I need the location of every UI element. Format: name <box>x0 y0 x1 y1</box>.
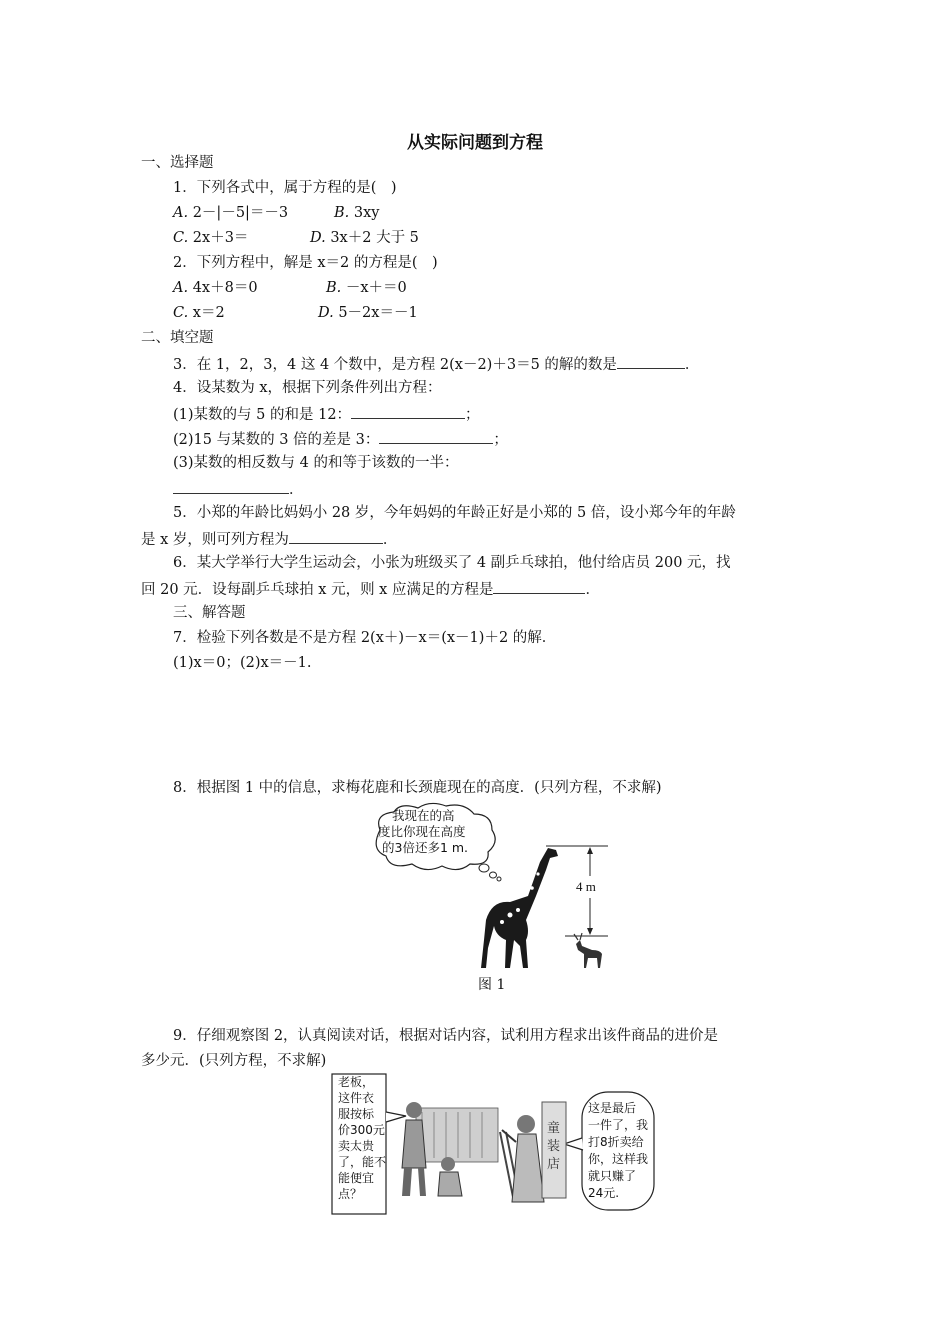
customer-line: 点？ <box>338 1187 363 1201</box>
q4-part3-answer <box>173 479 304 499</box>
q4-part2 <box>173 429 508 449</box>
shopkeeper-line: 一件了，我 <box>588 1118 649 1132</box>
q2-option-a <box>173 279 258 297</box>
q4-part1 <box>173 404 480 424</box>
option-letter: D. <box>310 230 326 246</box>
q1-option-a <box>173 204 288 222</box>
figure-1 <box>360 800 620 1000</box>
sign-char: 童 <box>547 1121 561 1136</box>
height-label: 4 m <box>576 879 596 894</box>
option-text: －x＋＝0 <box>345 280 407 296</box>
answer-blank <box>617 354 685 369</box>
customer-line: 价300元 <box>338 1123 385 1137</box>
q1-option-d <box>310 229 419 247</box>
option-letter: B. <box>326 280 342 296</box>
option-letter: C. <box>173 305 189 321</box>
shopkeeper-line: 这是最后 <box>588 1101 637 1115</box>
section-heading-solve: 三、解答题 <box>173 605 246 621</box>
q1-stem: 1．下列各式中，属于方程的是( ) <box>173 180 397 196</box>
answer-blank <box>379 429 493 444</box>
q4-stem: 4．设某数为 x，根据下列条件列出方程： <box>173 380 442 396</box>
q3-end: ． <box>684 357 700 373</box>
q5-end: ． <box>382 532 398 548</box>
q2-option-b <box>326 279 407 297</box>
customer-line: 卖太贵 <box>338 1139 375 1153</box>
option-letter: C. <box>173 230 189 246</box>
q3-text: 3．在 1，2，3，4 这 4 个数中，是方程 2(x－2)＋3＝5 的解的数是 <box>173 357 617 373</box>
option-text: 3x＋2 大于 5 <box>330 230 419 246</box>
customer-box <box>338 1074 386 1202</box>
option-text: 4x＋8＝0 <box>192 280 258 296</box>
q3 <box>173 354 699 374</box>
q4-part3-end: ． <box>289 482 304 498</box>
bubble-line-2: 度比你现在高度 <box>378 824 466 839</box>
q2-option-d <box>318 304 418 322</box>
q2-option-c <box>173 304 225 322</box>
q6-text: 回 20 元．设每副乒乓球拍 x 元，则 x 应满足的方程是 <box>141 582 494 598</box>
section-heading-choice: 一、选择题 <box>141 155 214 171</box>
q2-stem: 2．下列方程中，解是 x＝2 的方程是( ) <box>173 255 438 271</box>
option-text: 5－2x＝－1 <box>338 305 418 321</box>
answer-blank <box>289 529 383 544</box>
customer-line: 这件衣 <box>338 1091 375 1105</box>
option-text: 3xy <box>353 205 380 221</box>
q7-parts: (1)x＝0；(2)x＝－1. <box>173 655 312 671</box>
sign-char: 装 <box>547 1139 561 1154</box>
q6-end: ． <box>585 582 600 598</box>
figure-2 <box>330 1072 660 1218</box>
shopkeeper-line: 你，这样我 <box>588 1152 649 1166</box>
q5-text: 是 x 岁，则可列方程为 <box>141 532 289 548</box>
q4-part1-end: ； <box>465 407 480 423</box>
q4-part2-text: (2)15 与某数的 3 倍的差是 3： <box>173 432 380 448</box>
option-text: x＝2 <box>192 305 225 321</box>
q4-part1-text: (1)某数的与 5 的和是 12： <box>173 407 352 423</box>
option-letter: A. <box>173 280 189 296</box>
q6-line1: 6．某大学举行大学生运动会，小张为班级买了 4 副乒乓球拍，他付给店员 200 元，找 <box>173 555 731 571</box>
section-heading-fill: 二、填空题 <box>141 330 214 346</box>
q4-part2-end: ； <box>493 432 508 448</box>
answer-blank <box>351 404 465 419</box>
q4-part3: (3)某数的相反数与 4 的和等于该数的一半： <box>173 455 459 471</box>
bubble-line-3: 的3倍还多1 m. <box>382 840 469 855</box>
q1-option-c <box>173 229 248 247</box>
answer-blank <box>173 479 289 494</box>
q7-stem: 7．检验下列各数是不是方程 2(x＋)－x＝(x－1)＋2 的解． <box>173 630 557 646</box>
q9-line2: 多少元．(只列方程，不求解) <box>141 1053 327 1069</box>
q6-line2 <box>141 579 600 599</box>
q5-line1: 5．小郑的年龄比妈妈小 28 岁，今年妈妈的年龄正好是小郑的 5 倍，设小郑今年的年龄 <box>173 505 736 521</box>
figure-1-caption: 图 1 <box>478 977 506 993</box>
option-text: 2x＋3＝ <box>192 230 249 246</box>
q5-line2 <box>141 529 397 549</box>
q8-stem: 8．根据图 1 中的信息，求梅花鹿和长颈鹿现在的高度．(只列方程，不求解) <box>173 780 662 796</box>
shopkeeper-bubble <box>588 1100 648 1202</box>
page-title: 从实际问题到方程 <box>407 133 543 153</box>
bubble-line-1: 我现在的高 <box>392 808 455 823</box>
option-letter: D. <box>318 305 334 321</box>
customer-line: 老板， <box>338 1075 375 1089</box>
customer-line: 能便宜 <box>338 1171 375 1185</box>
shopkeeper-line: 24元. <box>588 1186 620 1200</box>
customer-line: 了，能不 <box>338 1155 387 1169</box>
option-letter: B. <box>334 205 350 221</box>
option-letter: A. <box>173 205 189 221</box>
customer-line: 服按标 <box>338 1107 375 1121</box>
q1-option-b <box>334 204 379 222</box>
shop-sign <box>547 1120 560 1174</box>
q9-line1: 9．仔细观察图 2，认真阅读对话，根据对话内容，试利用方程求出该件商品的进价是 <box>173 1028 719 1044</box>
answer-blank <box>493 579 585 594</box>
sign-char: 店 <box>547 1157 561 1172</box>
option-text: 2－|－5|＝－3 <box>192 205 289 221</box>
shopkeeper-line: 打8折卖给 <box>588 1135 644 1149</box>
shopkeeper-line: 就只赚了 <box>588 1169 637 1183</box>
